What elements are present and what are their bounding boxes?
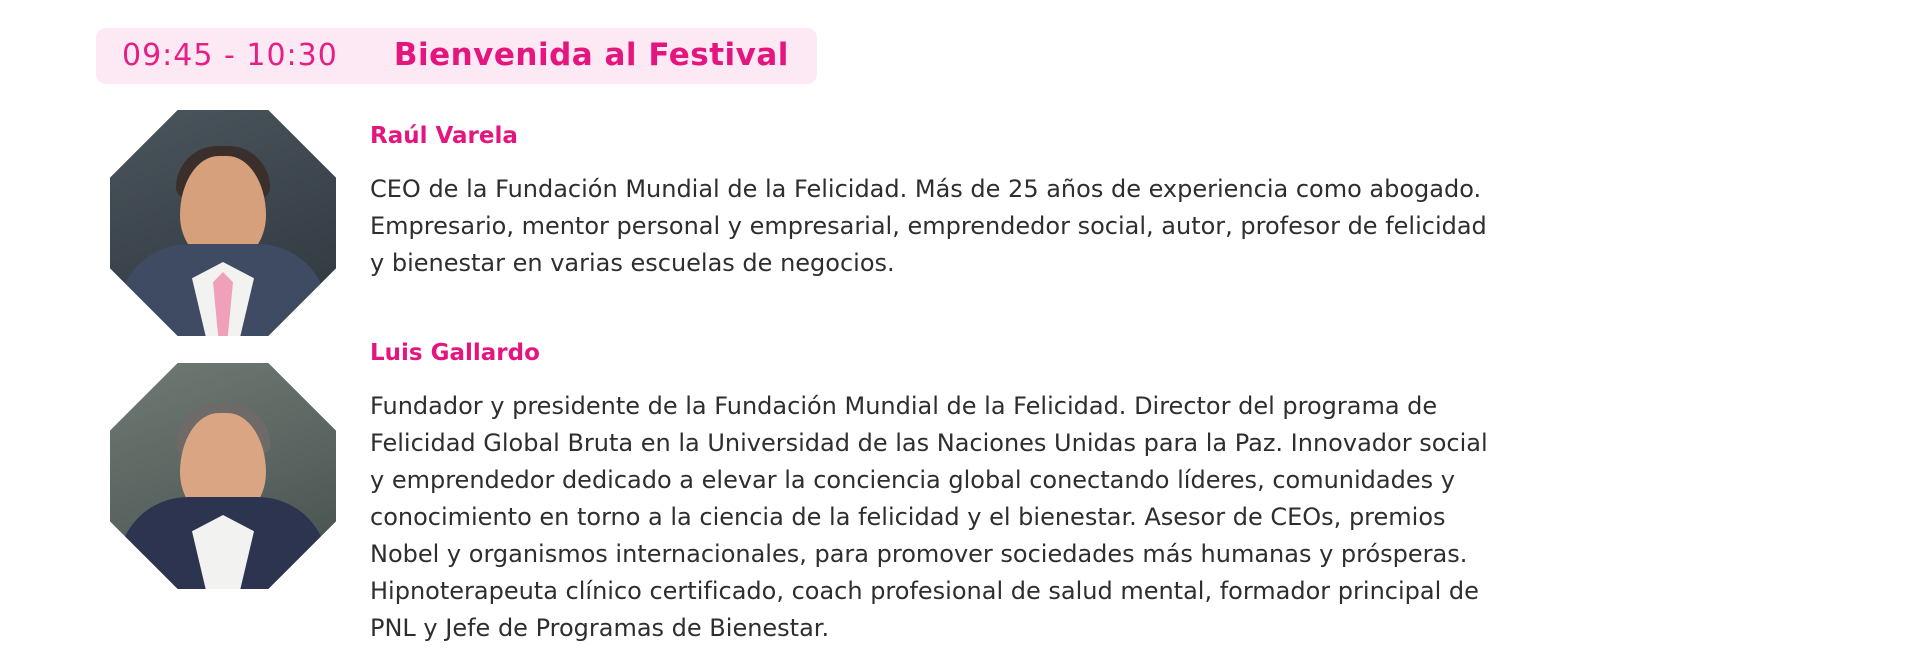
speaker-photo-raul-varela [110,110,336,336]
speaker-text-block [370,110,1920,282]
speaker-name: Raúl Varela [370,123,518,149]
speaker-text-block [370,341,1920,647]
speaker-entry [0,340,1920,643]
speaker-list [0,110,1920,643]
portrait-image [110,110,336,336]
speaker-name: Luis Gallardo [370,340,540,366]
speaker-bio: Fundador y presidente de la Fundación Mundial de la Felicidad. Director del programa de Felicidad Global Bruta en la Universidad de las Naciones Unidas para la Paz. Innovador social y emprendedor dedicado a elevar la conciencia global conectando líderes, comunidades y conocimiento en torno a la ciencia de la felicidad y el bienestar. Asesor de CEOs, premios Nobel y organismos internacionales, para promover sociedades más humanas y prósperas. Hipnoterapeuta clínico certificado, coach profesional de salud mental, formador principal de PNL y Jefe de Programas de Bienestar. [370,392,1488,643]
octagon-photo-frame [110,363,336,589]
speaker-photo-luis-gallardo [110,363,336,589]
session-header [96,28,817,84]
speaker-entry [0,110,1920,335]
portrait-image [110,363,336,589]
octagon-photo-frame [110,110,336,336]
session-time: 09:45 - 10:30 [122,37,338,73]
session-title: Bienvenida al Festival [393,37,789,73]
speaker-bio: CEO de la Fundación Mundial de la Felicidad. Más de 25 años de experiencia como abogado. Empresario, mentor personal y empresarial, emprendedor social, autor, profesor de felicidad y bienestar en varias escuelas de negocios. [370,175,1487,278]
